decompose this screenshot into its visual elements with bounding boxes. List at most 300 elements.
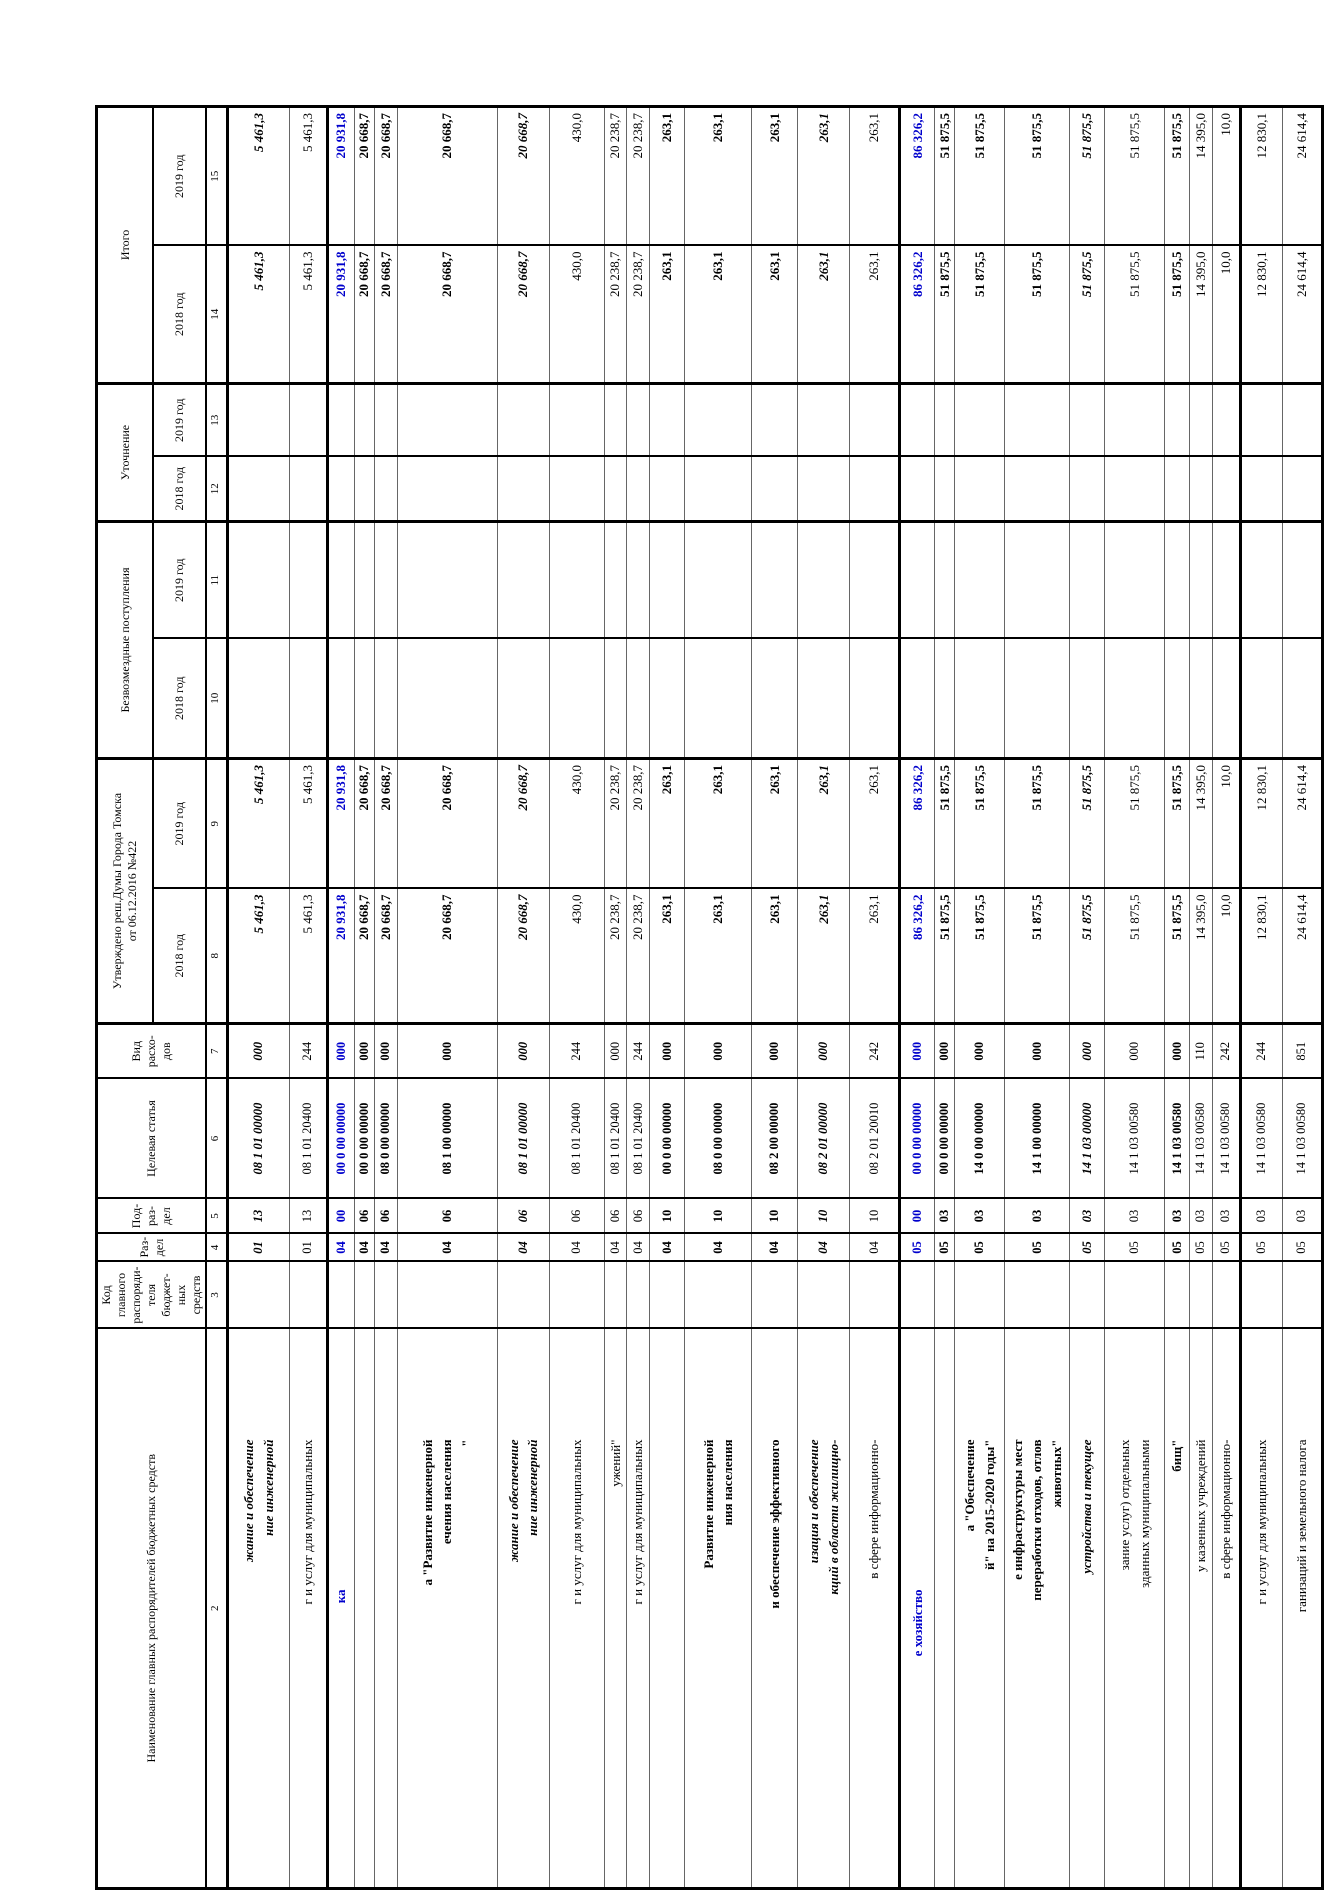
cell-gratuitous-2018 xyxy=(627,639,650,759)
table-row xyxy=(227,106,289,1888)
col-number: 4 xyxy=(206,1234,227,1262)
cell-name: изация и обеспечение кций в области жилищно- xyxy=(798,1329,850,1889)
cell-vid: 000 xyxy=(1005,1024,1070,1079)
header-vid: Вид расхо- дов xyxy=(97,1024,207,1079)
cell-approved-2018: 20 931,8 xyxy=(327,889,354,1024)
cell-total-2018: 86 326,2 xyxy=(900,245,935,383)
cell-gratuitous-2018 xyxy=(327,639,354,759)
cell-name: е хозяйство xyxy=(900,1329,935,1889)
table-row xyxy=(935,106,955,1888)
cell-clarification-2018 xyxy=(1070,457,1105,522)
cell-name: бищ" xyxy=(1165,1329,1190,1889)
cell-approved-2019: 20 668,7 xyxy=(497,759,549,889)
cell-total-2019: 263,1 xyxy=(850,106,900,245)
cell-gratuitous-2019 xyxy=(1282,522,1322,639)
header-grbs-code: Код главного распоряди- теля бюджет- ных средств xyxy=(97,1262,207,1329)
cell-clarification-2018 xyxy=(1282,457,1322,522)
cell-approved-2019: 263,1 xyxy=(850,759,900,889)
cell-name xyxy=(374,1329,397,1889)
cell-podrazdel: 06 xyxy=(374,1199,397,1234)
cell-vid: 000 xyxy=(650,1024,685,1079)
cell-podrazdel: 03 xyxy=(1165,1199,1190,1234)
cell-gratuitous-2018 xyxy=(497,639,549,759)
cell-total-2018: 263,1 xyxy=(650,245,685,383)
cell-clarification-2018 xyxy=(627,457,650,522)
table-row xyxy=(374,106,397,1888)
cell-name: ужений" xyxy=(604,1329,627,1889)
cell-total-2019: 12 830,1 xyxy=(1240,106,1282,245)
cell-total-2019: 20 668,7 xyxy=(397,106,497,245)
cell-total-2019: 430,0 xyxy=(549,106,604,245)
table-header xyxy=(97,106,228,1888)
cell-vid: 000 xyxy=(798,1024,850,1079)
cell-total-2018: 20 668,7 xyxy=(497,245,549,383)
cell-name: в сфере информационно- xyxy=(1212,1329,1240,1889)
header-clarification: Уточнение xyxy=(97,383,154,521)
cell-podrazdel: 03 xyxy=(1240,1199,1282,1234)
cell-total-2019: 14 395,0 xyxy=(1190,106,1213,245)
col-number: 6 xyxy=(206,1079,227,1199)
table-row xyxy=(1105,106,1165,1888)
cell-podrazdel: 00 xyxy=(327,1199,354,1234)
cell-gratuitous-2019 xyxy=(227,522,289,639)
table-row xyxy=(900,106,935,1888)
cell-razdel: 04 xyxy=(650,1234,685,1262)
cell-name: а "Развитие инженерной ечения населения " xyxy=(397,1329,497,1889)
cell-total-2018: 20 238,7 xyxy=(604,245,627,383)
cell-podrazdel: 10 xyxy=(685,1199,752,1234)
cell-approved-2019: 12 830,1 xyxy=(1240,759,1282,889)
cell-clarification-2018 xyxy=(604,457,627,522)
cell-grbs-code xyxy=(1165,1262,1190,1329)
cell-total-2019: 51 875,5 xyxy=(1105,106,1165,245)
cell-vid: 000 xyxy=(327,1024,354,1079)
header-total: Итого xyxy=(97,106,154,383)
cell-celevaya: 08 0 00 00000 xyxy=(685,1079,752,1199)
cell-razdel: 05 xyxy=(935,1234,955,1262)
cell-total-2019: 5 461,3 xyxy=(227,106,289,245)
cell-clarification-2019 xyxy=(752,383,798,456)
rotated-table-container xyxy=(95,108,1309,1890)
col-number: 2 xyxy=(206,1329,227,1889)
cell-clarification-2019 xyxy=(374,383,397,456)
cell-razdel: 04 xyxy=(850,1234,900,1262)
cell-clarification-2018 xyxy=(685,457,752,522)
cell-total-2019: 20 668,7 xyxy=(497,106,549,245)
header-approved: Утверждено реш.Думы Города Томска от 06.12.2016 №422 xyxy=(97,759,154,1024)
cell-clarification-2018 xyxy=(289,457,327,522)
cell-celevaya: 08 1 01 00000 xyxy=(497,1079,549,1199)
header-total-2019: 2019 год xyxy=(153,106,206,245)
cell-approved-2018: 263,1 xyxy=(798,889,850,1024)
table-row xyxy=(1190,106,1213,1888)
cell-approved-2018: 51 875,5 xyxy=(1005,889,1070,1024)
cell-vid: 244 xyxy=(1240,1024,1282,1079)
cell-clarification-2018 xyxy=(1240,457,1282,522)
table-row xyxy=(955,106,1005,1888)
cell-name xyxy=(935,1329,955,1889)
cell-gratuitous-2018 xyxy=(1190,639,1213,759)
cell-grbs-code xyxy=(1070,1262,1105,1329)
cell-celevaya: 08 1 01 00000 xyxy=(227,1079,289,1199)
cell-vid: 000 xyxy=(955,1024,1005,1079)
cell-clarification-2019 xyxy=(604,383,627,456)
cell-grbs-code xyxy=(935,1262,955,1329)
cell-clarification-2019 xyxy=(397,383,497,456)
cell-total-2018: 51 875,5 xyxy=(1165,245,1190,383)
cell-gratuitous-2019 xyxy=(374,522,397,639)
cell-gratuitous-2018 xyxy=(935,639,955,759)
cell-clarification-2018 xyxy=(1165,457,1190,522)
cell-razdel: 04 xyxy=(685,1234,752,1262)
cell-gratuitous-2018 xyxy=(955,639,1005,759)
cell-total-2018: 263,1 xyxy=(798,245,850,383)
cell-name: и обеспечение эффективного xyxy=(752,1329,798,1889)
cell-gratuitous-2018 xyxy=(1070,639,1105,759)
cell-name: зание услуг) отдельных зданных муниципальными xyxy=(1105,1329,1165,1889)
cell-podrazdel: 03 xyxy=(1190,1199,1213,1234)
cell-approved-2019: 51 875,5 xyxy=(1070,759,1105,889)
col-number: 14 xyxy=(206,245,227,383)
cell-total-2019: 51 875,5 xyxy=(1005,106,1070,245)
cell-approved-2019: 51 875,5 xyxy=(1005,759,1070,889)
col-number: 15 xyxy=(206,106,227,245)
cell-approved-2018: 20 238,7 xyxy=(604,889,627,1024)
cell-name xyxy=(354,1329,374,1889)
cell-grbs-code xyxy=(798,1262,850,1329)
cell-clarification-2019 xyxy=(1212,383,1240,456)
cell-podrazdel: 03 xyxy=(935,1199,955,1234)
cell-approved-2018: 430,0 xyxy=(549,889,604,1024)
cell-celevaya: 14 1 00 00000 xyxy=(1005,1079,1070,1199)
cell-gratuitous-2018 xyxy=(650,639,685,759)
cell-podrazdel: 06 xyxy=(627,1199,650,1234)
cell-celevaya: 08 2 01 00000 xyxy=(798,1079,850,1199)
table-row xyxy=(627,106,650,1888)
cell-gratuitous-2019 xyxy=(1165,522,1190,639)
cell-gratuitous-2019 xyxy=(397,522,497,639)
cell-vid: 000 xyxy=(1165,1024,1190,1079)
cell-grbs-code xyxy=(850,1262,900,1329)
header-celevaya: Целевая статья xyxy=(97,1079,207,1199)
cell-total-2018: 20 668,7 xyxy=(374,245,397,383)
cell-approved-2019: 51 875,5 xyxy=(935,759,955,889)
cell-clarification-2019 xyxy=(1070,383,1105,456)
cell-razdel: 05 xyxy=(1005,1234,1070,1262)
table-row xyxy=(497,106,549,1888)
cell-approved-2019: 51 875,5 xyxy=(1165,759,1190,889)
cell-celevaya: 08 0 00 00000 xyxy=(374,1079,397,1199)
cell-vid: 000 xyxy=(1105,1024,1165,1079)
cell-celevaya: 00 0 00 00000 xyxy=(354,1079,374,1199)
col-number: 3 xyxy=(206,1262,227,1329)
cell-approved-2018: 263,1 xyxy=(752,889,798,1024)
cell-grbs-code xyxy=(289,1262,327,1329)
cell-podrazdel: 06 xyxy=(549,1199,604,1234)
cell-approved-2018: 20 668,7 xyxy=(497,889,549,1024)
cell-approved-2019: 51 875,5 xyxy=(955,759,1005,889)
cell-celevaya: 08 1 01 20400 xyxy=(289,1079,327,1199)
cell-gratuitous-2018 xyxy=(1212,639,1240,759)
cell-gratuitous-2018 xyxy=(1282,639,1322,759)
cell-podrazdel: 13 xyxy=(289,1199,327,1234)
col-number: 5 xyxy=(206,1199,227,1234)
cell-gratuitous-2018 xyxy=(1105,639,1165,759)
cell-podrazdel: 10 xyxy=(650,1199,685,1234)
cell-approved-2018: 263,1 xyxy=(685,889,752,1024)
cell-razdel: 05 xyxy=(1070,1234,1105,1262)
cell-total-2019: 20 238,7 xyxy=(604,106,627,245)
table-row xyxy=(798,106,850,1888)
cell-gratuitous-2019 xyxy=(549,522,604,639)
cell-approved-2018: 51 875,5 xyxy=(935,889,955,1024)
cell-podrazdel: 03 xyxy=(955,1199,1005,1234)
cell-gratuitous-2019 xyxy=(935,522,955,639)
cell-clarification-2018 xyxy=(1005,457,1070,522)
cell-gratuitous-2019 xyxy=(627,522,650,639)
cell-total-2019: 10,0 xyxy=(1212,106,1240,245)
cell-clarification-2018 xyxy=(397,457,497,522)
cell-approved-2018: 20 668,7 xyxy=(397,889,497,1024)
cell-clarification-2019 xyxy=(850,383,900,456)
cell-total-2018: 20 238,7 xyxy=(627,245,650,383)
cell-razdel: 05 xyxy=(955,1234,1005,1262)
cell-podrazdel: 10 xyxy=(752,1199,798,1234)
cell-gratuitous-2019 xyxy=(1212,522,1240,639)
cell-grbs-code xyxy=(627,1262,650,1329)
header-approved-2018: 2018 год xyxy=(153,889,206,1024)
cell-podrazdel: 06 xyxy=(354,1199,374,1234)
cell-razdel: 05 xyxy=(900,1234,935,1262)
cell-approved-2018: 86 326,2 xyxy=(900,889,935,1024)
cell-grbs-code xyxy=(900,1262,935,1329)
cell-razdel: 04 xyxy=(798,1234,850,1262)
cell-celevaya: 00 0 00 00000 xyxy=(935,1079,955,1199)
cell-grbs-code xyxy=(354,1262,374,1329)
cell-razdel: 05 xyxy=(1282,1234,1322,1262)
cell-gratuitous-2019 xyxy=(604,522,627,639)
cell-approved-2019: 263,1 xyxy=(752,759,798,889)
table-row xyxy=(1005,106,1070,1888)
cell-total-2019: 20 238,7 xyxy=(627,106,650,245)
cell-gratuitous-2019 xyxy=(650,522,685,639)
cell-razdel: 05 xyxy=(1190,1234,1213,1262)
table-row xyxy=(327,106,354,1888)
cell-gratuitous-2019 xyxy=(1105,522,1165,639)
cell-total-2018: 10,0 xyxy=(1212,245,1240,383)
cell-total-2018: 20 931,8 xyxy=(327,245,354,383)
cell-celevaya: 14 1 03 00580 xyxy=(1165,1079,1190,1199)
cell-podrazdel: 00 xyxy=(900,1199,935,1234)
cell-grbs-code xyxy=(374,1262,397,1329)
cell-total-2019: 51 875,5 xyxy=(1165,106,1190,245)
header-gratuitous: Безвозмездные поступления xyxy=(97,522,154,759)
table-row xyxy=(850,106,900,1888)
header-approved-2019: 2019 год xyxy=(153,759,206,889)
cell-clarification-2019 xyxy=(289,383,327,456)
cell-approved-2018: 20 238,7 xyxy=(627,889,650,1024)
cell-total-2018: 430,0 xyxy=(549,245,604,383)
cell-approved-2019: 263,1 xyxy=(798,759,850,889)
cell-gratuitous-2019 xyxy=(685,522,752,639)
cell-approved-2019: 5 461,3 xyxy=(289,759,327,889)
cell-clarification-2018 xyxy=(650,457,685,522)
table-row xyxy=(397,106,497,1888)
cell-approved-2018: 20 668,7 xyxy=(374,889,397,1024)
cell-total-2018: 263,1 xyxy=(685,245,752,383)
cell-clarification-2018 xyxy=(1212,457,1240,522)
cell-total-2019: 51 875,5 xyxy=(935,106,955,245)
cell-total-2019: 20 668,7 xyxy=(354,106,374,245)
header-razdel: Раз- дел xyxy=(97,1234,207,1262)
cell-clarification-2019 xyxy=(1005,383,1070,456)
cell-gratuitous-2018 xyxy=(227,639,289,759)
cell-gratuitous-2019 xyxy=(850,522,900,639)
cell-total-2018: 263,1 xyxy=(752,245,798,383)
cell-name xyxy=(650,1329,685,1889)
cell-name: жание и обеспечение ние инженерной xyxy=(227,1329,289,1889)
cell-gratuitous-2019 xyxy=(1005,522,1070,639)
cell-clarification-2018 xyxy=(1105,457,1165,522)
cell-celevaya: 14 0 00 00000 xyxy=(955,1079,1005,1199)
cell-grbs-code xyxy=(1005,1262,1070,1329)
cell-clarification-2019 xyxy=(1240,383,1282,456)
table-row xyxy=(289,106,327,1888)
cell-total-2018: 5 461,3 xyxy=(227,245,289,383)
cell-total-2018: 5 461,3 xyxy=(289,245,327,383)
cell-total-2019: 20 668,7 xyxy=(374,106,397,245)
header-clarification-2019: 2019 год xyxy=(153,383,206,456)
cell-approved-2019: 86 326,2 xyxy=(900,759,935,889)
cell-razdel: 04 xyxy=(604,1234,627,1262)
table-row xyxy=(1240,106,1282,1888)
cell-celevaya: 14 1 03 00000 xyxy=(1070,1079,1105,1199)
table-body xyxy=(227,106,1322,1888)
cell-clarification-2018 xyxy=(798,457,850,522)
cell-podrazdel: 10 xyxy=(798,1199,850,1234)
cell-gratuitous-2019 xyxy=(289,522,327,639)
cell-gratuitous-2018 xyxy=(685,639,752,759)
cell-celevaya: 14 1 03 00580 xyxy=(1240,1079,1282,1199)
cell-vid: 851 xyxy=(1282,1024,1322,1079)
cell-celevaya: 00 0 00 00000 xyxy=(327,1079,354,1199)
cell-clarification-2019 xyxy=(1105,383,1165,456)
cell-clarification-2019 xyxy=(354,383,374,456)
header-number-row xyxy=(206,106,227,1888)
cell-clarification-2018 xyxy=(850,457,900,522)
cell-approved-2018: 263,1 xyxy=(850,889,900,1024)
cell-total-2018: 20 668,7 xyxy=(397,245,497,383)
cell-razdel: 04 xyxy=(327,1234,354,1262)
cell-grbs-code xyxy=(227,1262,289,1329)
cell-razdel: 05 xyxy=(1105,1234,1165,1262)
cell-grbs-code xyxy=(1212,1262,1240,1329)
cell-vid: 000 xyxy=(354,1024,374,1079)
header-gratuitous-2019: 2019 год xyxy=(153,522,206,639)
cell-vid: 000 xyxy=(752,1024,798,1079)
cell-total-2018: 20 668,7 xyxy=(354,245,374,383)
cell-total-2018: 14 395,0 xyxy=(1190,245,1213,383)
cell-podrazdel: 06 xyxy=(397,1199,497,1234)
cell-vid: 000 xyxy=(935,1024,955,1079)
cell-approved-2019: 263,1 xyxy=(650,759,685,889)
cell-gratuitous-2018 xyxy=(397,639,497,759)
cell-name: у казенных учреждений xyxy=(1190,1329,1213,1889)
col-number: 7 xyxy=(206,1024,227,1079)
cell-total-2018: 24 614,4 xyxy=(1282,245,1322,383)
cell-total-2018: 263,1 xyxy=(850,245,900,383)
table-row xyxy=(685,106,752,1888)
cell-gratuitous-2018 xyxy=(1005,639,1070,759)
cell-gratuitous-2018 xyxy=(549,639,604,759)
cell-name: г и услуг для муниципальных xyxy=(1240,1329,1282,1889)
cell-grbs-code xyxy=(549,1262,604,1329)
cell-clarification-2018 xyxy=(935,457,955,522)
header-clarification-2018: 2018 год xyxy=(153,457,206,522)
cell-gratuitous-2018 xyxy=(1165,639,1190,759)
cell-clarification-2019 xyxy=(1165,383,1190,456)
cell-total-2018: 51 875,5 xyxy=(935,245,955,383)
cell-clarification-2019 xyxy=(327,383,354,456)
cell-clarification-2018 xyxy=(327,457,354,522)
table-row xyxy=(1212,106,1240,1888)
cell-clarification-2019 xyxy=(935,383,955,456)
cell-celevaya: 14 1 03 00580 xyxy=(1190,1079,1213,1199)
cell-approved-2018: 10,0 xyxy=(1212,889,1240,1024)
cell-total-2019: 263,1 xyxy=(752,106,798,245)
col-number: 10 xyxy=(206,639,227,759)
cell-clarification-2019 xyxy=(650,383,685,456)
cell-celevaya: 08 2 01 20010 xyxy=(850,1079,900,1199)
col-number: 12 xyxy=(206,457,227,522)
cell-gratuitous-2018 xyxy=(354,639,374,759)
cell-celevaya: 14 1 03 00580 xyxy=(1212,1079,1240,1199)
cell-vid: 000 xyxy=(1070,1024,1105,1079)
table-row xyxy=(752,106,798,1888)
cell-gratuitous-2018 xyxy=(289,639,327,759)
cell-vid: 000 xyxy=(685,1024,752,1079)
cell-approved-2019: 14 395,0 xyxy=(1190,759,1213,889)
cell-grbs-code xyxy=(752,1262,798,1329)
cell-razdel: 04 xyxy=(627,1234,650,1262)
cell-grbs-code xyxy=(1282,1262,1322,1329)
cell-approved-2019: 20 668,7 xyxy=(397,759,497,889)
cell-grbs-code xyxy=(1190,1262,1213,1329)
cell-grbs-code xyxy=(650,1262,685,1329)
cell-clarification-2019 xyxy=(685,383,752,456)
cell-name: жание и обеспечение ние инженерной xyxy=(497,1329,549,1889)
cell-approved-2018: 5 461,3 xyxy=(289,889,327,1024)
cell-approved-2018: 51 875,5 xyxy=(955,889,1005,1024)
cell-grbs-code xyxy=(1240,1262,1282,1329)
cell-podrazdel: 03 xyxy=(1105,1199,1165,1234)
cell-grbs-code xyxy=(397,1262,497,1329)
header-podrazdel: Под- раз- дел xyxy=(97,1199,207,1234)
col-number: 11 xyxy=(206,522,227,639)
cell-name: ганизаций и земельного налога xyxy=(1282,1329,1322,1889)
cell-vid: 244 xyxy=(549,1024,604,1079)
cell-gratuitous-2019 xyxy=(327,522,354,639)
cell-approved-2018: 20 668,7 xyxy=(354,889,374,1024)
cell-approved-2018: 51 875,5 xyxy=(1070,889,1105,1024)
cell-total-2019: 263,1 xyxy=(650,106,685,245)
cell-name: ка xyxy=(327,1329,354,1889)
cell-total-2019: 5 461,3 xyxy=(289,106,327,245)
cell-clarification-2018 xyxy=(1190,457,1213,522)
cell-gratuitous-2019 xyxy=(900,522,935,639)
cell-podrazdel: 13 xyxy=(227,1199,289,1234)
cell-razdel: 05 xyxy=(1240,1234,1282,1262)
